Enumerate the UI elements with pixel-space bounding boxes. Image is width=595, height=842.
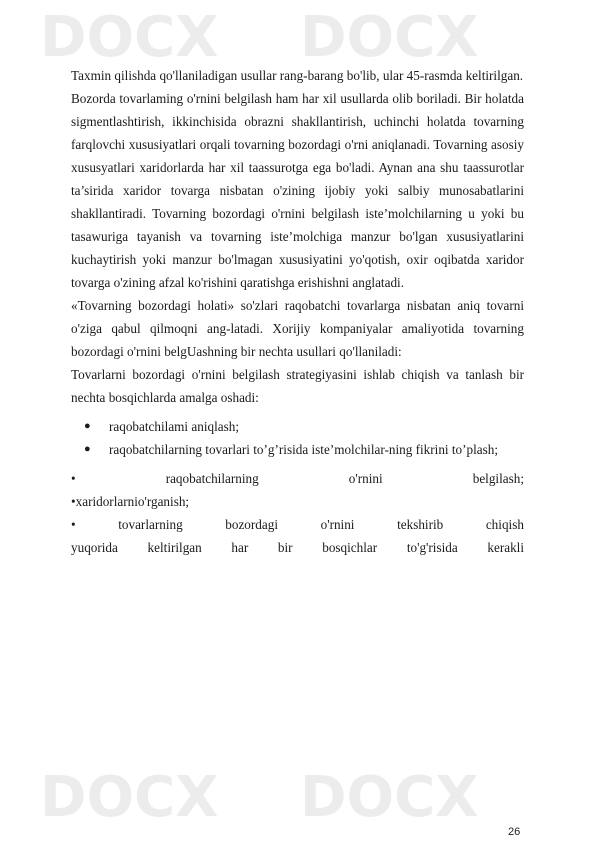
word: kerakli	[487, 540, 524, 555]
paragraph-1: Taxmin qilishda qo'llaniladigan usullar rang-barang bo'lib, ular 45-rasmda keltirilgan.	[71, 68, 524, 83]
bullet-mark: •	[71, 471, 76, 486]
word: tovarlarning	[118, 517, 183, 532]
paragraph-2: Bozorda tovarlaming o'rnini belgilash ham har xil usullarda olib boriladi. Bir holatda sigmentlashtirish, ikkinchisida obrazni shakllantirish, uchinchi holatda tovarning farqlovchi xususiyatlari orqali tovarning bozordagi o'rni aniqlanadi. Tovarning asosiy xususyatlari xaridorlarda har xil taassurotga ega bo'ladi. Aynan ana shu taassurotlar ta’sirida xaridor tovarga nisbatan o'zining ijobiy yoki salbiy munosabatlarini shakllantiradi. Tovarning bozordagi o'rnini belgilash iste’molchilarning u yoki bu tasawuriga tayanish va tovarning iste’molchiga manzur bo'lgan xususiyatlarini kuchaytirish yoki manzur bo'lmagan xususiyatini yo'qotish, oxir oqibatda xaridor tovarga o'zining afzal ko'rishini qaratishga erishishni anglatadi.	[71, 91, 524, 290]
document-page	[71, 64, 524, 559]
bullet-list	[71, 415, 524, 461]
paragraph-4: Tovarlarni bozordagi o'rnini belgilash strategiyasini ishlab chiqish va tanlash bir nechta bosqichlarda amalga oshadi:	[71, 367, 524, 405]
word: tekshirib	[397, 517, 444, 532]
word: bosqichlar	[322, 540, 378, 555]
word: keltirilgan	[147, 540, 202, 555]
word: bozordagi	[225, 517, 278, 532]
watermark: DOCX	[40, 765, 219, 830]
bullet-icon: ●	[84, 420, 91, 432]
bullet-mark: •	[71, 517, 76, 532]
text-line	[71, 513, 524, 536]
word: bir	[277, 540, 293, 555]
text-line	[71, 536, 524, 559]
list-item: ● raqobatchilami aniqlash;	[71, 415, 524, 438]
paragraph-3: «Tovarning bozordagi holati» so'zlari raqobatchi tovarlarga nisbatan aniq tovarni o'ziga qabul qilmoqni ang-latadi. Xorijiy kompaniyalar amaliyotida tovarning bozordagi o'rnini belgUashning bir nechta usullari qo'llaniladi:	[71, 298, 524, 359]
word: o'rnini	[320, 517, 355, 532]
word: to'g'risida	[406, 540, 458, 555]
watermark: DOCX	[40, 5, 219, 70]
watermark: DOCX	[300, 5, 479, 70]
list-item: ● raqobatchilarning tovarlari to’g’risida iste’molchilar-ning fikrini to’plash;	[71, 438, 524, 461]
word: har	[231, 540, 249, 555]
page-number: 26	[508, 826, 521, 838]
watermark: DOCX	[300, 765, 479, 830]
word: belgilash;	[472, 471, 524, 486]
bullet-icon: ●	[84, 443, 91, 455]
text-line	[71, 467, 524, 490]
text-line: •xaridorlarnio'rganish;	[71, 494, 190, 509]
word: raqobatchilarning	[165, 471, 259, 486]
word: chiqish	[485, 517, 524, 532]
word: yuqorida	[71, 540, 118, 555]
word: o'rnini	[348, 471, 383, 486]
